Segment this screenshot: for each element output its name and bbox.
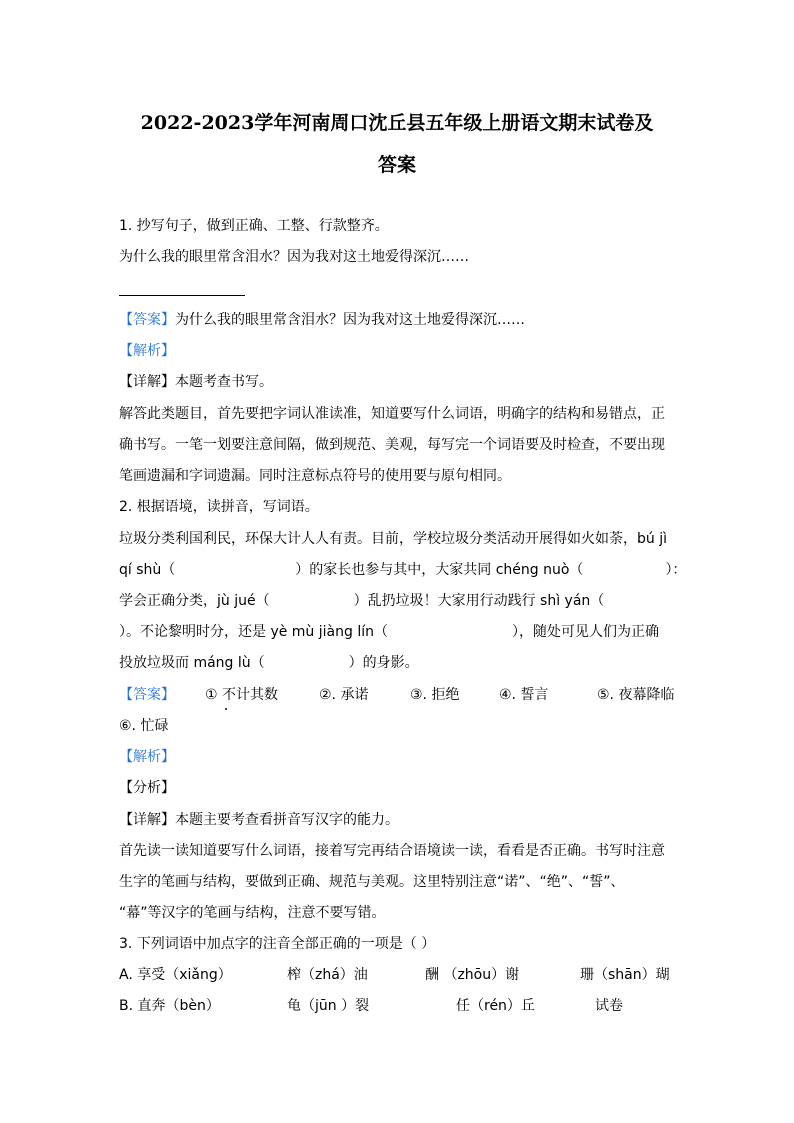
- q1-sentence: 为什么我的眼里常含泪水？因为我对这土地爱得深沉……: [119, 249, 469, 265]
- answer-item: ③. 拒绝: [410, 687, 460, 703]
- q2-detail: [119, 810, 399, 830]
- q1-explanation-1: 解答此类题目，首先要把字词认准读准，知道要写什么词语，明确字的结构和易错点，正: [119, 406, 665, 422]
- answer-item: ① 不计其数: [205, 687, 279, 703]
- option-b-item: 任（rén）丘: [456, 998, 535, 1014]
- q1-explanation-2: 确书写。一笔一划要注意间隔，做到规范、美观，每写完一个词语要及时检查，不要出现: [119, 437, 665, 453]
- option-b-item: 试卷: [595, 998, 623, 1014]
- option-b-item: B. 直奔（bèn）: [119, 998, 220, 1014]
- option-a-item: 酬 （zhōu）谢: [425, 967, 520, 983]
- q2-passage-1: 垃圾分类利国利民，环保大计人人有责。目前，学校垃圾分类活动开展得如火如荼，bú jì: [119, 531, 667, 547]
- document-title: [100, 102, 694, 186]
- q2-passage-4: ）。不论黎明时分，还是 yè mù jiàng lín（ ），随处可见人们为正确: [119, 624, 659, 640]
- q1-detail: [119, 372, 273, 392]
- answer-blank-line: [119, 295, 245, 296]
- answer-tag: 【答案】: [119, 312, 175, 328]
- q2-explanation-3: “幕”等汉字的笔画与结构，注意不要写错。: [119, 905, 386, 921]
- option-a-item: 珊（shān）瑚: [580, 967, 670, 983]
- q2-prompt: 2. 根据语境，读拼音，写词语。: [119, 499, 319, 515]
- option-a-item: A. 享受（xiǎng）: [119, 967, 232, 983]
- stray-dot: [225, 708, 227, 710]
- q2-explanation-2: 生字的笔画与结构，要做到正确、规范与美观。这里特别注意“诺”、“绝”、“誓”、: [119, 874, 625, 890]
- detail-tag: 【详解】: [119, 812, 175, 828]
- q1-prompt: 1. 抄写句子，做到正确、工整、行款整齐。: [119, 218, 389, 234]
- answer-text: 为什么我的眼里常含泪水？因为我对这土地爱得深沉……: [175, 312, 525, 328]
- q3-option-a: [119, 965, 679, 985]
- q3-option-b: [119, 996, 679, 1016]
- q2-passage-3: 学会正确分类，jù jué（ ）乱扔垃圾！大家用行动践行 shì yán（: [119, 593, 605, 609]
- title-line-2: 答案: [377, 154, 416, 176]
- q2-answer-row: [119, 685, 679, 705]
- q2-fenxi-tag: 【分析】: [119, 780, 175, 796]
- q2-explanation-1: 首先读一读知道要写什么词语，接着写完再结合语境读一读，看看是否正确。书写时注意: [119, 843, 665, 859]
- answer-item: ②. 承诺: [319, 687, 369, 703]
- answer-item: ④. 誓言: [499, 687, 549, 703]
- title-line-1: 2022-2023学年河南周口沈丘县五年级上册语文期末试卷及: [140, 112, 654, 134]
- answer-tag: 【答案】: [119, 687, 175, 703]
- option-a-item: 榨（zhá）油: [287, 967, 368, 983]
- option-b-item: 龟（jūn ）裂: [287, 998, 370, 1014]
- q1-answer: [119, 310, 525, 330]
- q3-prompt: 3. 下列词语中加点字的注音全部正确的一项是（ ）: [119, 936, 436, 952]
- q2-answer-last: ⑥. 忙碌: [119, 718, 169, 734]
- q2-analysis-tag: 【解析】: [119, 749, 175, 765]
- q2-passage-5: 投放垃圾而 máng lù（ ）的身影。: [119, 655, 419, 671]
- detail-tag: 【详解】: [119, 374, 175, 390]
- answer-item: ⑤. 夜幕降临: [597, 687, 675, 703]
- q1-explanation-3: 笔画遗漏和字词遗漏。同时注意标点符号的使用要与原句相同。: [119, 468, 511, 484]
- q2-passage-2: qí shù（ ）的家长也参与其中，大家共同 chéng nuò（ ）：: [119, 562, 687, 578]
- q1-analysis-tag: 【解析】: [119, 343, 175, 359]
- detail-text: 本题考查书写。: [175, 374, 273, 390]
- detail-text: 本题主要考查看拼音写汉字的能力。: [175, 812, 399, 828]
